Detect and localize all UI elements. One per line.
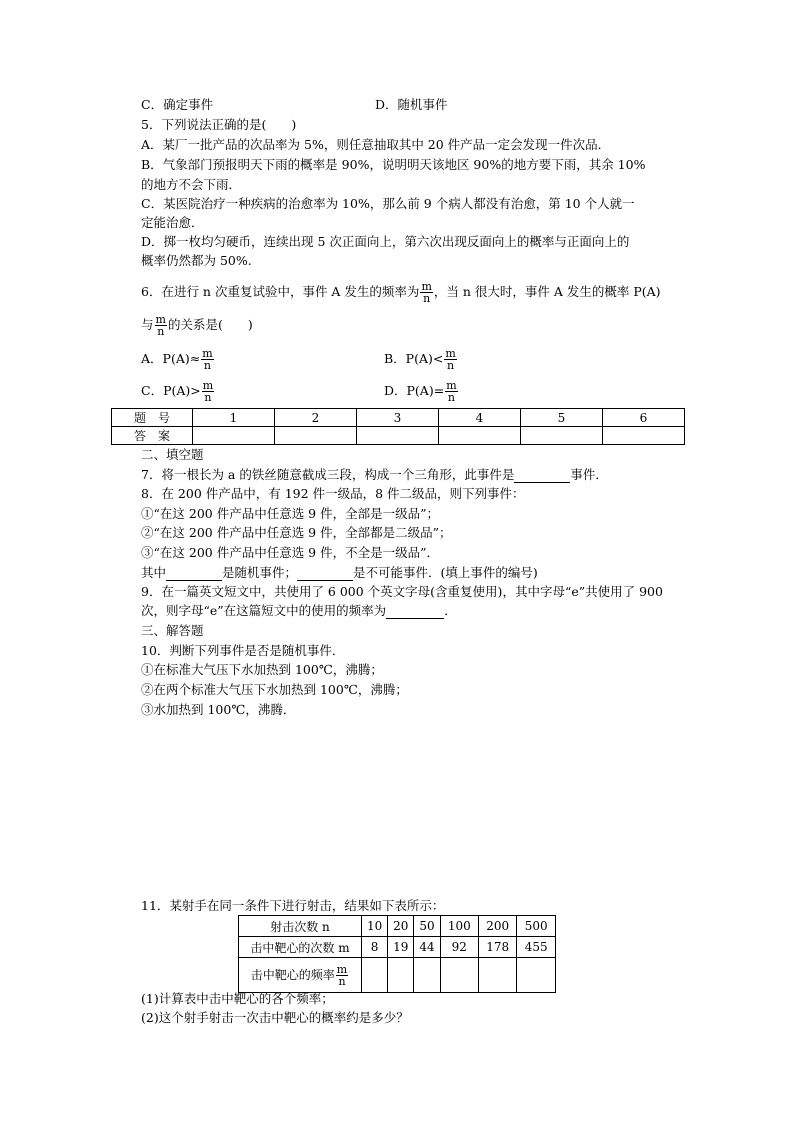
answer-table-cell: 3 <box>357 409 439 427</box>
section-solution-heading: 三、解答题 <box>141 623 204 638</box>
fraction-m-over-n: $\frac{m}{n}$ <box>446 379 457 404</box>
table-cell: 100 <box>440 916 478 937</box>
answer-table-answer-row <box>112 427 685 445</box>
frequency-blank[interactable] <box>388 958 414 993</box>
table-row <box>239 916 556 937</box>
fraction-m-over-n: $\frac{m}{n}$ <box>202 379 214 404</box>
q9-blank[interactable] <box>386 605 444 619</box>
frequency-blank[interactable] <box>414 958 440 993</box>
q11-stem: 11．某射手在同一条件下进行射击，结果如下表所示： <box>141 898 445 913</box>
q6-option-b: B．P(A)< $\frac{m}{n}$ <box>384 347 456 372</box>
answer-table-cell: 6 <box>603 409 685 427</box>
q9-line1: 9．在一篇英文短文中，共使用了 6 000 个英文字母(含重复使用)，其中字母“e”共使用了 900 <box>141 584 663 599</box>
table-cell: 200 <box>479 916 517 937</box>
q5-option-b-line1: B．气象部门预报明天下雨的概率是 90%，说明明天该地区 90%的地方要下雨，其余 10% <box>141 157 646 172</box>
frequency-blank[interactable] <box>440 958 478 993</box>
fraction-m-over-n: $\frac{m}{n}$ <box>202 347 213 372</box>
q10-event-2: ②在两个标准大气压下水加热到 100℃，沸腾； <box>141 682 408 697</box>
frequency-blank[interactable] <box>517 958 556 993</box>
table-cell: 455 <box>517 937 556 958</box>
q8-blank-impossible[interactable] <box>297 567 353 581</box>
q11-part-2: (2)这个射手射击一次击中靶心的概率约是多少？ <box>141 1010 409 1025</box>
answer-table-cell: 5 <box>521 409 603 427</box>
answer-blank[interactable] <box>193 427 275 445</box>
q4-option-d: D．随机事件 <box>375 97 448 112</box>
table-cell: 44 <box>414 937 440 958</box>
answer-blank[interactable] <box>439 427 521 445</box>
q5-option-b-line2: 的地方不会下雨． <box>141 177 242 192</box>
q7: 7．将一根长为 a 的铁丝随意截成三段，构成一个三角形，此事件是 事件． <box>141 467 608 482</box>
q9-line2: 次，则字母“e”在这篇短文中的使用的频率为 ． <box>141 603 457 618</box>
shooting-table-label: 击中靶心的次数 m <box>239 937 362 958</box>
answer-table-label: 答 案 <box>112 427 193 445</box>
q6-stem-part2: ，当 n 很大时，事件 A 发生的概率 P(A) <box>433 284 661 299</box>
q10-event-1: ①在标准大气压下水加热到 100℃，沸腾； <box>141 662 383 677</box>
q7-blank[interactable] <box>514 469 570 483</box>
table-cell: 19 <box>388 937 414 958</box>
answer-blank[interactable] <box>603 427 685 445</box>
q5-option-c-line2: 定能治愈． <box>141 215 204 230</box>
frequency-blank[interactable] <box>479 958 517 993</box>
table-cell: 20 <box>388 916 414 937</box>
answer-table <box>111 408 685 445</box>
q6-option-c: C．P(A)> $\frac{m}{n}$ <box>141 379 214 404</box>
table-cell: 50 <box>414 916 440 937</box>
answer-blank[interactable] <box>275 427 357 445</box>
table-cell: 10 <box>362 916 388 937</box>
table-row <box>239 958 556 993</box>
q5-option-d-line1: D．掷一枚均匀硬币，连续出现 5 次正面向上，第六次出现反面向上的概率与正面向上的 <box>141 234 630 249</box>
q8-event-3: ③“在这 200 件产品中任意选 9 件，不全是一级品”． <box>141 545 439 560</box>
answer-table-cell: 1 <box>193 409 275 427</box>
q10-event-3: ③水加热到 100℃，沸腾． <box>141 702 296 717</box>
answer-blank[interactable] <box>357 427 439 445</box>
shooting-table-label: 击中靶心的频率 $\frac{m}{n}$ <box>239 958 362 993</box>
q6-stem <box>141 281 661 304</box>
q11-part-1: (1)计算表中击中靶心的各个频率； <box>141 991 334 1006</box>
q6-stem-part1: 6．在进行 n 次重复试验中，事件 A 发生的频率为 <box>141 284 420 299</box>
fraction-m-over-n: $\frac{m}{n}$ <box>336 962 348 988</box>
table-cell: 92 <box>440 937 478 958</box>
q5-option-d-line2: 概率仍然都为 50%. <box>141 253 252 268</box>
answer-table-cell: 4 <box>439 409 521 427</box>
frequency-blank[interactable] <box>362 958 388 993</box>
q8-stem: 8．在 200 件产品中，有 192 件一级品，8 件二级品，则下列事件： <box>141 486 525 501</box>
q8-event-2: ②“在这 200 件产品中任意选 9 件，全部都是二级品”； <box>141 525 452 540</box>
table-cell: 178 <box>479 937 517 958</box>
q8-event-1: ①“在这 200 件产品中任意选 9 件，全部是一级品”； <box>141 506 439 521</box>
fraction-m-over-n: $\frac{m}{n}$ <box>421 280 432 305</box>
q5-stem: 5．下列说法正确的是( ) <box>141 117 297 132</box>
fraction-m-over-n: $\frac{m}{n}$ <box>445 347 456 372</box>
shooting-table-label: 射击次数 n <box>239 916 362 937</box>
section-fill-in-heading: 二、填空题 <box>141 447 204 462</box>
answer-table-label: 题 号 <box>112 409 193 427</box>
q10-stem: 10．判断下列事件是否是随机事件． <box>141 643 345 658</box>
table-cell: 500 <box>517 916 556 937</box>
q4-option-c: C．确定事件 <box>141 97 214 112</box>
q5-option-c-line1: C．某医院治疗一种疾病的治愈率为 10%，那么前 9 个病人都没有治愈，第 10 个人就一 <box>141 196 635 211</box>
shooting-table <box>238 915 556 993</box>
answer-table-cell: 2 <box>275 409 357 427</box>
q5-option-a: A．某厂一批产品的次品率为 5%，则任意抽取其中 20 件产品一定会发现一件次品． <box>141 137 611 152</box>
answer-blank[interactable] <box>521 427 603 445</box>
answer-table-header-row <box>112 409 685 427</box>
q6-stem-line2: 与 $\frac{m}{n}$ 的关系是( ) <box>141 313 253 338</box>
table-cell: 8 <box>362 937 388 958</box>
fraction-m-over-n: $\frac{m}{n}$ <box>155 313 166 338</box>
q6-option-d: D．P(A)= $\frac{m}{n}$ <box>384 379 457 404</box>
table-row <box>239 937 556 958</box>
q8-fill: 其中 是随机事件； 是不可能事件．(填上事件的编号) <box>141 565 538 580</box>
q8-blank-random[interactable] <box>166 567 222 581</box>
q6-option-a: A．P(A)≈ $\frac{m}{n}$ <box>141 347 213 372</box>
